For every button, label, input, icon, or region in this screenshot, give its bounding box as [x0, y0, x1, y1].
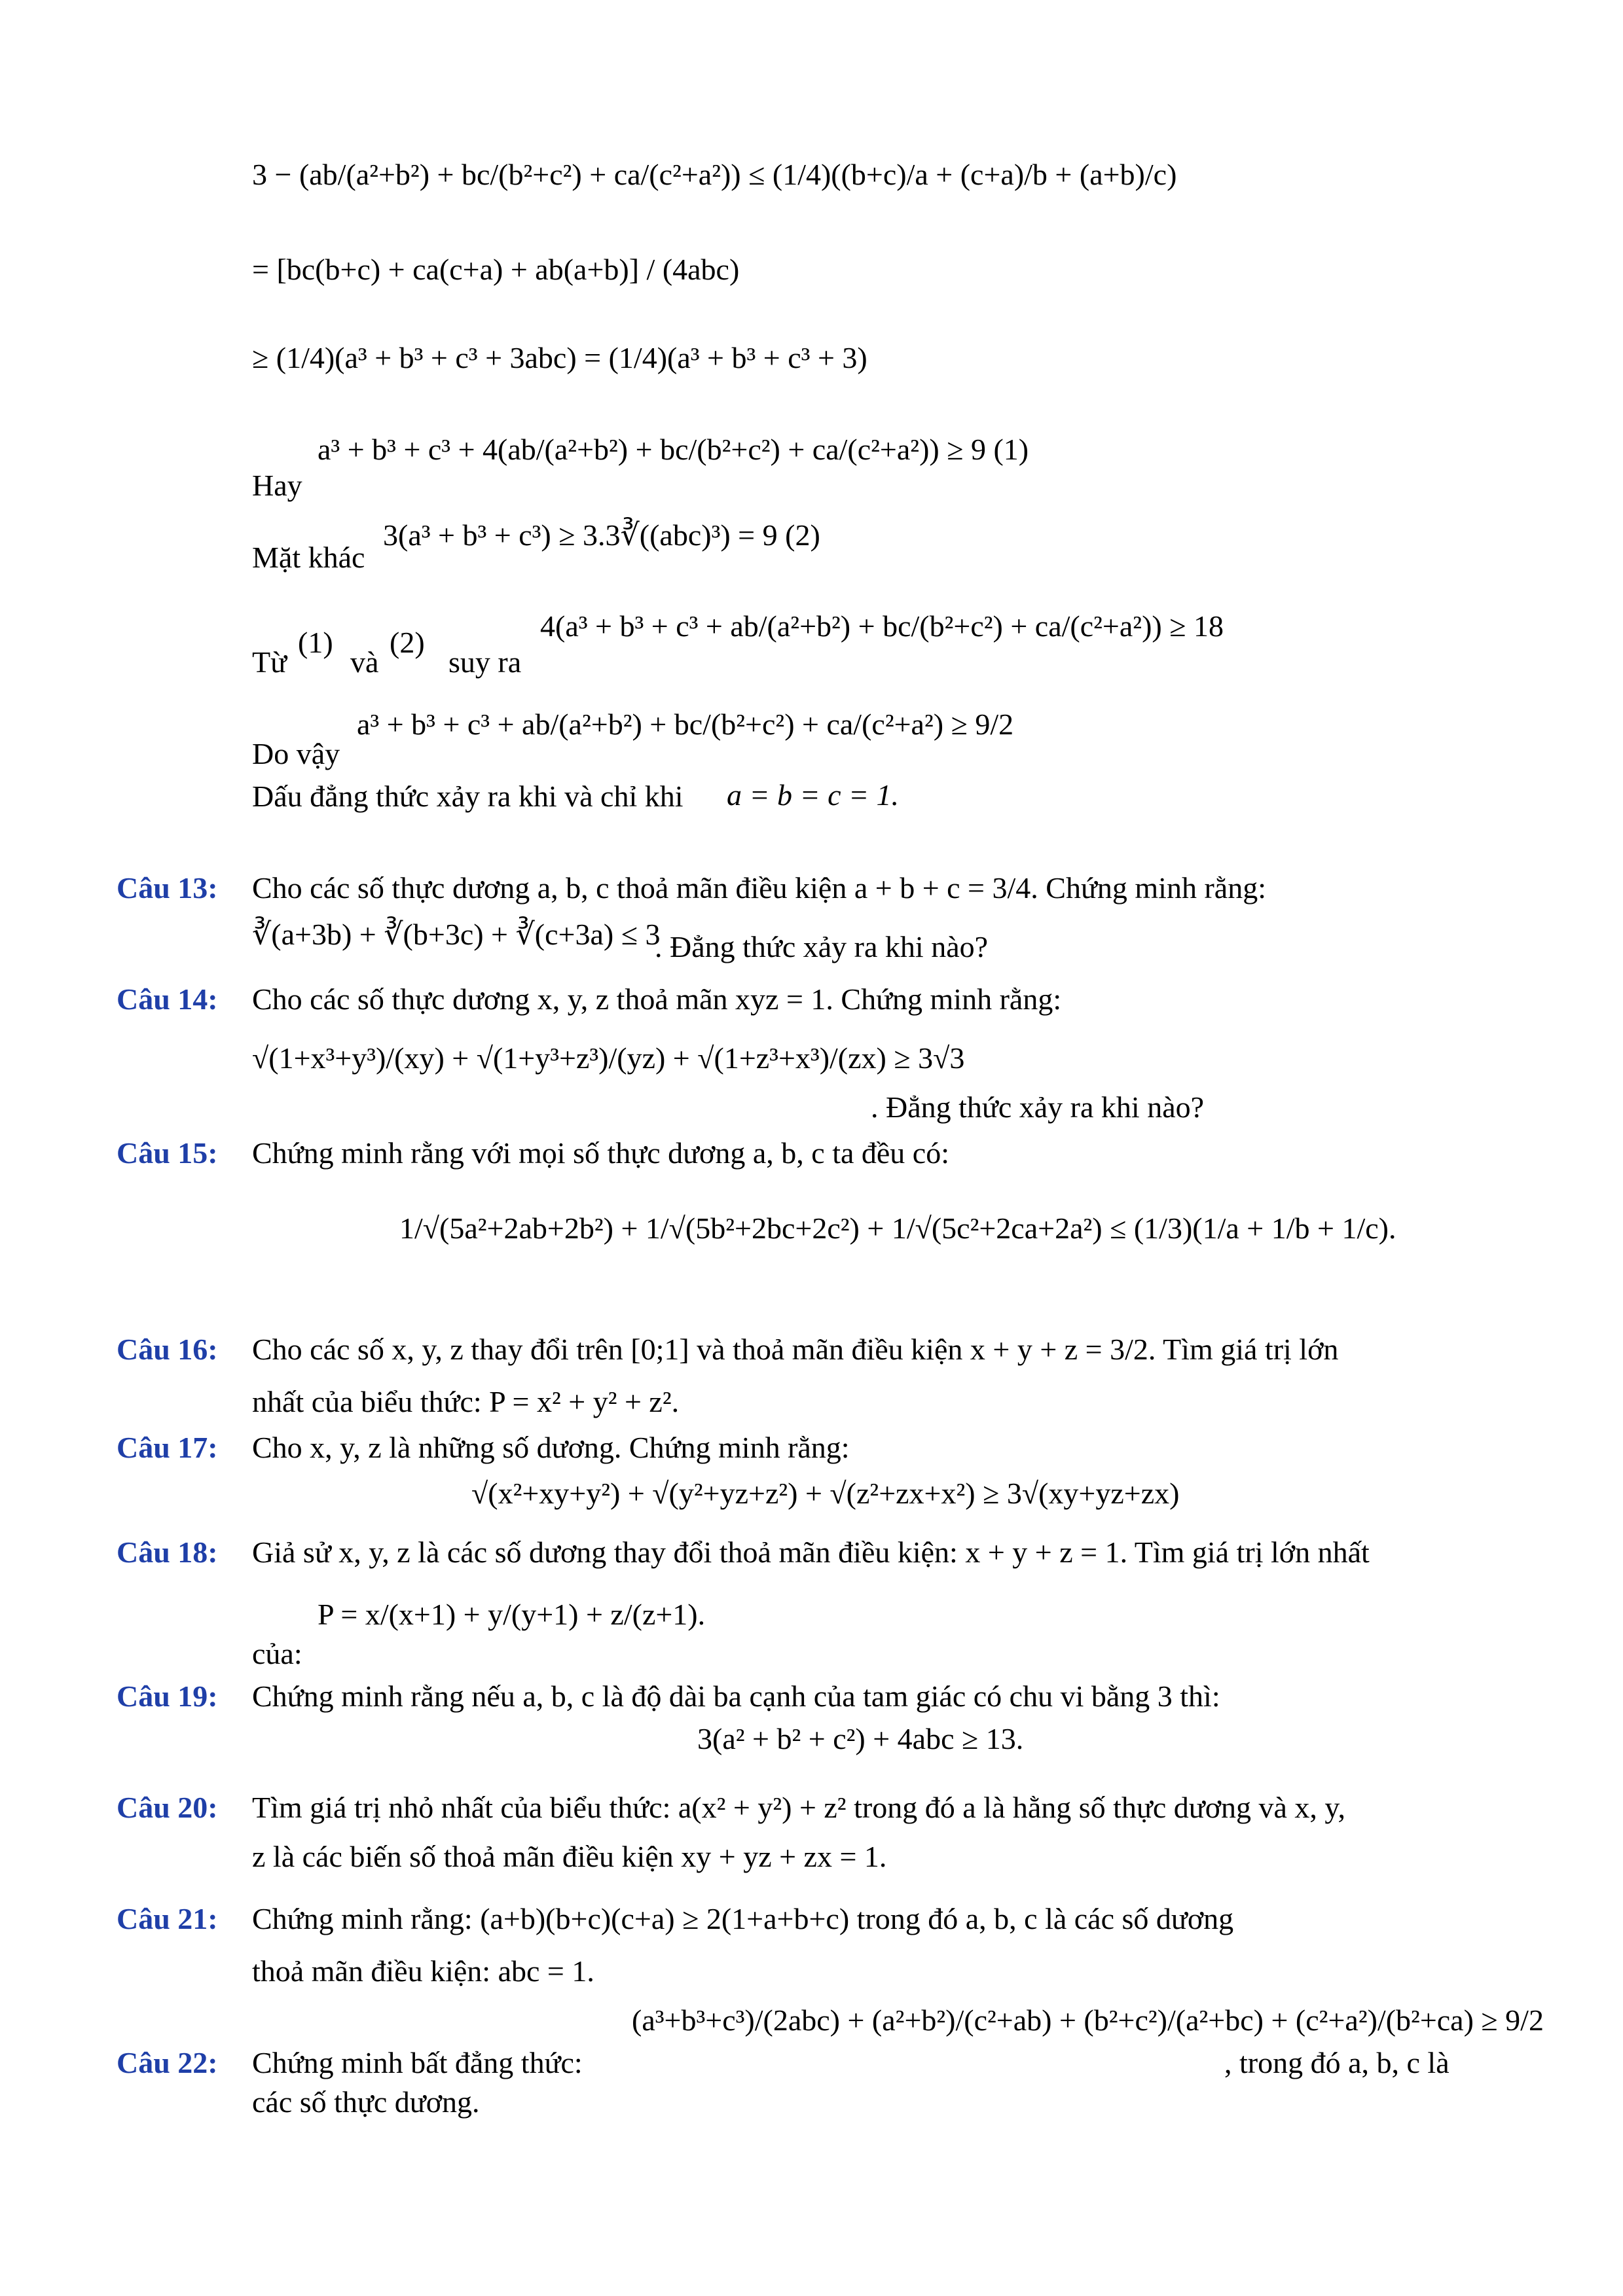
problem-15-label: Câu 15:	[117, 1136, 218, 1170]
tu-ref-1: (1)	[298, 626, 333, 659]
equality-math: a = b = c = 1.	[727, 778, 900, 812]
problem-17-label: Câu 17:	[117, 1431, 218, 1464]
problem-21-text: Chứng minh rằng: (a+b)(b+c)(c+a) ≥ 2(1+a+b+c) trong đó a, b, c là các số dương	[252, 1902, 1234, 1935]
problem-14-text: Cho các số thực dương x, y, z thoả mãn xyz = 1. Chứng minh rằng:	[252, 982, 1062, 1016]
problem-20-text: Tìm giá trị nhỏ nhất của biểu thức: a(x² + y²) + z² trong đó a là hằng số thực dương và x, y,	[252, 1791, 1345, 1824]
equality-text: Dấu đẳng thức xảy ra khi và chỉ khi	[252, 780, 684, 813]
problem-19-label: Câu 19:	[117, 1679, 218, 1713]
problem-13-math: ∛(a+3b) + ∛(b+3c) + ∛(c+3a) ≤ 3	[252, 918, 661, 951]
problem-18-text-2: của:	[252, 1637, 302, 1670]
suy-ra-text: suy ra	[448, 645, 522, 679]
problem-13-text: Cho các số thực dương a, b, c thoả mãn điều kiện a + b + c = 3/4. Chứng minh rằng:	[252, 871, 1266, 905]
problem-17-text: Cho x, y, z là những số dương. Chứng minh rằng:	[252, 1431, 850, 1464]
solution-line-2: = [bc(b+c) + ca(c+a) + ab(a+b)] / (4abc)	[252, 253, 740, 286]
tu-math: 4(a³ + b³ + c³ + ab/(a²+b²) + bc/(b²+c²) + ca/(c²+a²)) ≥ 18	[540, 609, 1224, 643]
problem-22-math: (a³+b³+c³)/(2abc) + (a²+b²)/(c²+ab) + (b²+c²)/(a²+bc) + (c²+a²)/(b²+ca) ≥ 9/2	[632, 2003, 1544, 2037]
do-vay-text: Do vậy	[252, 737, 340, 770]
problem-19-math: 3(a² + b² + c²) + 4abc ≥ 13.	[697, 1722, 1024, 1755]
problem-15-math: 1/√(5a²+2ab+2b²) + 1/√(5b²+2bc+2c²) + 1/√(5c²+2ca+2a²) ≤ (1/3)(1/a + 1/b + 1/c).	[399, 1211, 1396, 1245]
problem-21-label: Câu 21:	[117, 1902, 218, 1935]
tu-text: Từ	[252, 645, 287, 679]
va-text: và	[350, 645, 379, 679]
problem-20-text-2: z là các biến số thoả mãn điều kiện xy + yz + zx = 1.	[252, 1840, 887, 1873]
problem-18-text: Giả sử x, y, z là các số dương thay đổi thoả mãn điều kiện: x + y + z = 1. Tìm giá trị lớn nhất	[252, 1535, 1370, 1569]
problem-22-label: Câu 22:	[117, 2046, 218, 2079]
do-vay-math: a³ + b³ + c³ + ab/(a²+b²) + bc/(b²+c²) + ca/(c²+a²) ≥ 9/2	[357, 708, 1014, 741]
problem-14-math: √(1+x³+y³)/(xy) + √(1+y³+z³)/(yz) + √(1+z³+x³)/(zx) ≥ 3√3	[252, 1041, 965, 1075]
problem-21-text-2: thoả mãn điều kiện: abc = 1.	[252, 1954, 594, 1988]
problem-15-text: Chứng minh rằng với mọi số thực dương a, b, c ta đều có:	[252, 1136, 950, 1170]
problem-16-label: Câu 16:	[117, 1333, 218, 1366]
problem-13-label: Câu 13:	[117, 871, 218, 905]
problem-18-math: P = x/(x+1) + y/(y+1) + z/(z+1).	[318, 1598, 706, 1631]
problem-14-tail: . Đẳng thức xảy ra khi nào?	[871, 1090, 1205, 1124]
problem-14-label: Câu 14:	[117, 982, 218, 1016]
problem-22-tail: , trong đó a, b, c là	[1224, 2046, 1450, 2079]
mat-khac-text: Mặt khác	[252, 541, 365, 574]
problem-22-text-2: các số thực dương.	[252, 2085, 480, 2119]
problem-13-tail: . Đẳng thức xảy ra khi nào?	[655, 930, 989, 963]
problem-17-math: √(x²+xy+y²) + √(y²+yz+z²) + √(z²+zx+x²) ≥ 3√(xy+yz+zx)	[471, 1477, 1180, 1510]
problem-19-text: Chứng minh rằng nếu a, b, c là độ dài ba cạnh của tam giác có chu vi bằng 3 thì:	[252, 1679, 1220, 1713]
problem-20-label: Câu 20:	[117, 1791, 218, 1824]
problem-16-text-2: nhất của biểu thức: P = x² + y² + z².	[252, 1385, 680, 1418]
solution-line-1: 3 − (ab/(a²+b²) + bc/(b²+c²) + ca/(c²+a²)) ≤ (1/4)((b+c)/a + (c+a)/b + (a+b)/c)	[252, 158, 1177, 191]
problem-16-text: Cho các số x, y, z thay đổi trên [0;1] và thoả mãn điều kiện x + y + z = 3/2. Tìm giá trị lớn	[252, 1333, 1339, 1366]
mat-khac-math: 3(a³ + b³ + c³) ≥ 3.3∛((abc)³) = 9 (2)	[383, 518, 820, 552]
hay-text: Hay	[252, 469, 302, 502]
tu-ref-2: (2)	[390, 626, 425, 659]
hay-math: a³ + b³ + c³ + 4(ab/(a²+b²) + bc/(b²+c²) + ca/(c²+a²)) ≥ 9 (1)	[318, 433, 1029, 466]
solution-line-3: ≥ (1/4)(a³ + b³ + c³ + 3abc) = (1/4)(a³ + b³ + c³ + 3)	[252, 341, 867, 374]
problem-22-text: Chứng minh bất đẳng thức:	[252, 2046, 583, 2079]
problem-18-label: Câu 18:	[117, 1535, 218, 1569]
